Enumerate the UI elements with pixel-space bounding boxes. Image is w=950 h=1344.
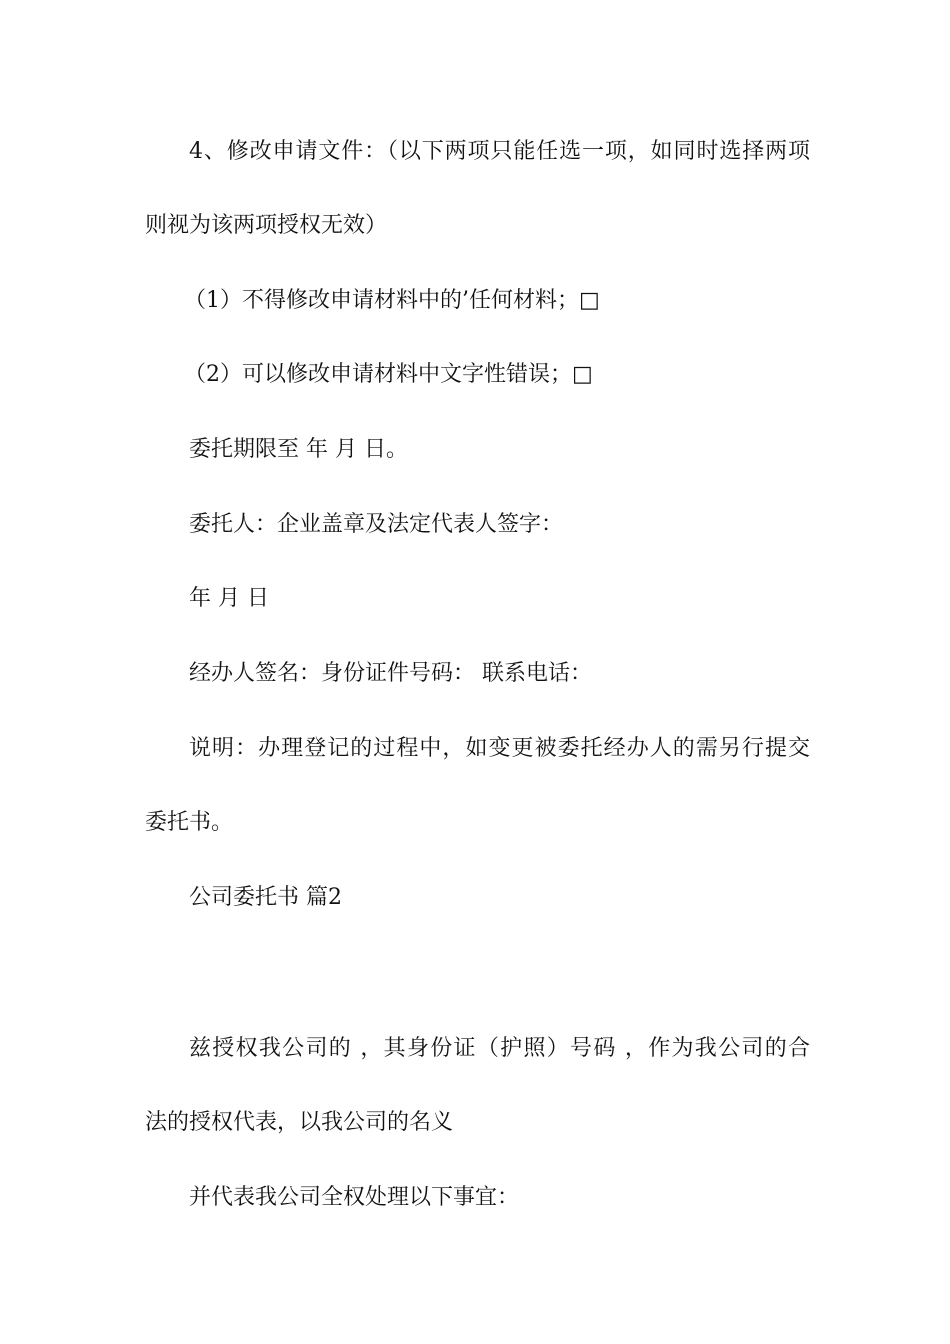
paragraph-line-principal-signature: 委托人：企业盖章及法定代表人签字： [189, 512, 564, 537]
paragraph-line-authorize-end: 法的授权代表，以我公司的名义 [145, 1110, 454, 1135]
option-line-no-modification: （1）不得修改申请材料中的’任何材料；□ [184, 288, 600, 313]
paragraph-line-authorize: 兹授权我公司的 ，其身份证（护照）号码 ，作为我公司的合 [189, 1036, 810, 1061]
paragraph-line-note: 说明：办理登记的过程中，如变更被委托经办人的需另行提交 [189, 736, 810, 761]
paragraph-line-entrust-period: 委托期限至 年 月 日。 [189, 437, 408, 462]
option-line-modify-typos: （2）可以修改申请材料中文字性错误；□ [184, 362, 593, 387]
section-heading: 公司委托书 篇2 [189, 885, 342, 910]
paragraph-line-date: 年 月 日 [189, 586, 269, 611]
paragraph-line-modify-files: 4、修改申请文件：（以下两项只能任选一项，如同时选择两项 [189, 139, 810, 164]
paragraph-line-agent-info: 经办人签名：身份证件号码： 联系电话： [189, 661, 592, 686]
paragraph-line-handle-matters: 并代表我公司全权处理以下事宜： [189, 1185, 520, 1210]
paragraph-line-authorization-invalid: 则视为该两项授权无效） [145, 213, 388, 238]
paragraph-line-note-end: 委托书。 [145, 810, 234, 835]
